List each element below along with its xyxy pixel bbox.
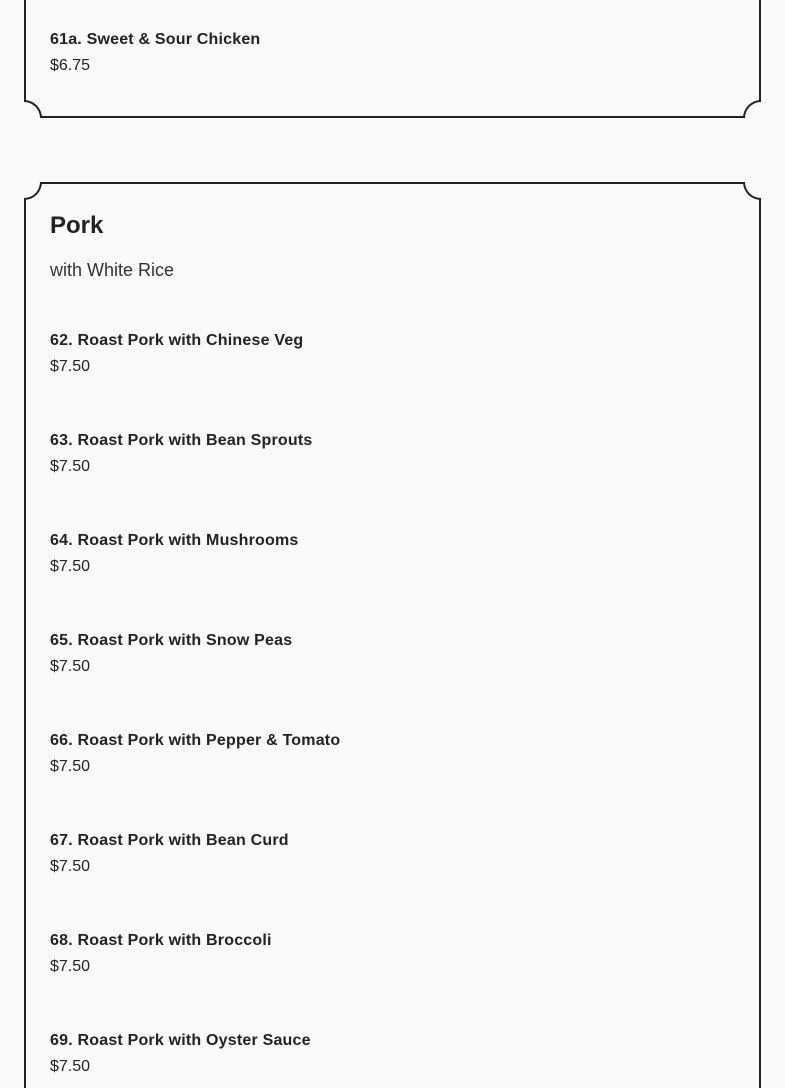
menu-item-price: $7.50 — [50, 858, 91, 875]
menu-item-name: 63. Roast Pork with Bean Sprouts — [50, 432, 313, 449]
card-corner-decoration — [24, 100, 42, 118]
menu-item-name: 61a. Sweet & Sour Chicken — [50, 31, 261, 48]
menu-item[interactable] — [26, 532, 759, 592]
menu-section-card-pork — [24, 182, 761, 1088]
card-corner-decoration — [743, 100, 761, 118]
menu-section-card-previous — [24, 0, 761, 118]
menu-item-price: $7.50 — [50, 358, 91, 375]
menu-item[interactable] — [26, 332, 759, 392]
section-title: Pork — [50, 212, 104, 239]
menu-item[interactable] — [26, 632, 759, 692]
menu-item[interactable] — [26, 31, 759, 91]
menu-item-name: 62. Roast Pork with Chinese Veg — [50, 332, 304, 349]
menu-item-price: $6.75 — [50, 57, 91, 74]
card-corner-decoration — [743, 182, 761, 200]
menu-item-price: $7.50 — [50, 458, 91, 475]
menu-item-price: $7.50 — [50, 758, 91, 775]
menu-item-name: 68. Roast Pork with Broccoli — [50, 932, 272, 949]
card-corner-decoration — [24, 182, 42, 200]
menu-item-price: $7.50 — [50, 658, 91, 675]
menu-item-price: $7.50 — [50, 1058, 91, 1075]
menu-item-name: 66. Roast Pork with Pepper & Tomato — [50, 732, 341, 749]
menu-item-name: 64. Roast Pork with Mushrooms — [50, 532, 299, 549]
menu-item-name: 67. Roast Pork with Bean Curd — [50, 832, 289, 849]
menu-item-price: $7.50 — [50, 958, 91, 975]
menu-item[interactable] — [26, 832, 759, 892]
menu-item-name: 69. Roast Pork with Oyster Sauce — [50, 1032, 311, 1049]
menu-item[interactable] — [26, 932, 759, 992]
menu-item[interactable] — [26, 1032, 759, 1088]
menu-item-name: 65. Roast Pork with Snow Peas — [50, 632, 293, 649]
menu-item[interactable] — [26, 732, 759, 792]
section-subtitle: with White Rice — [50, 260, 175, 280]
menu-item-price: $7.50 — [50, 558, 91, 575]
menu-item[interactable] — [26, 432, 759, 492]
